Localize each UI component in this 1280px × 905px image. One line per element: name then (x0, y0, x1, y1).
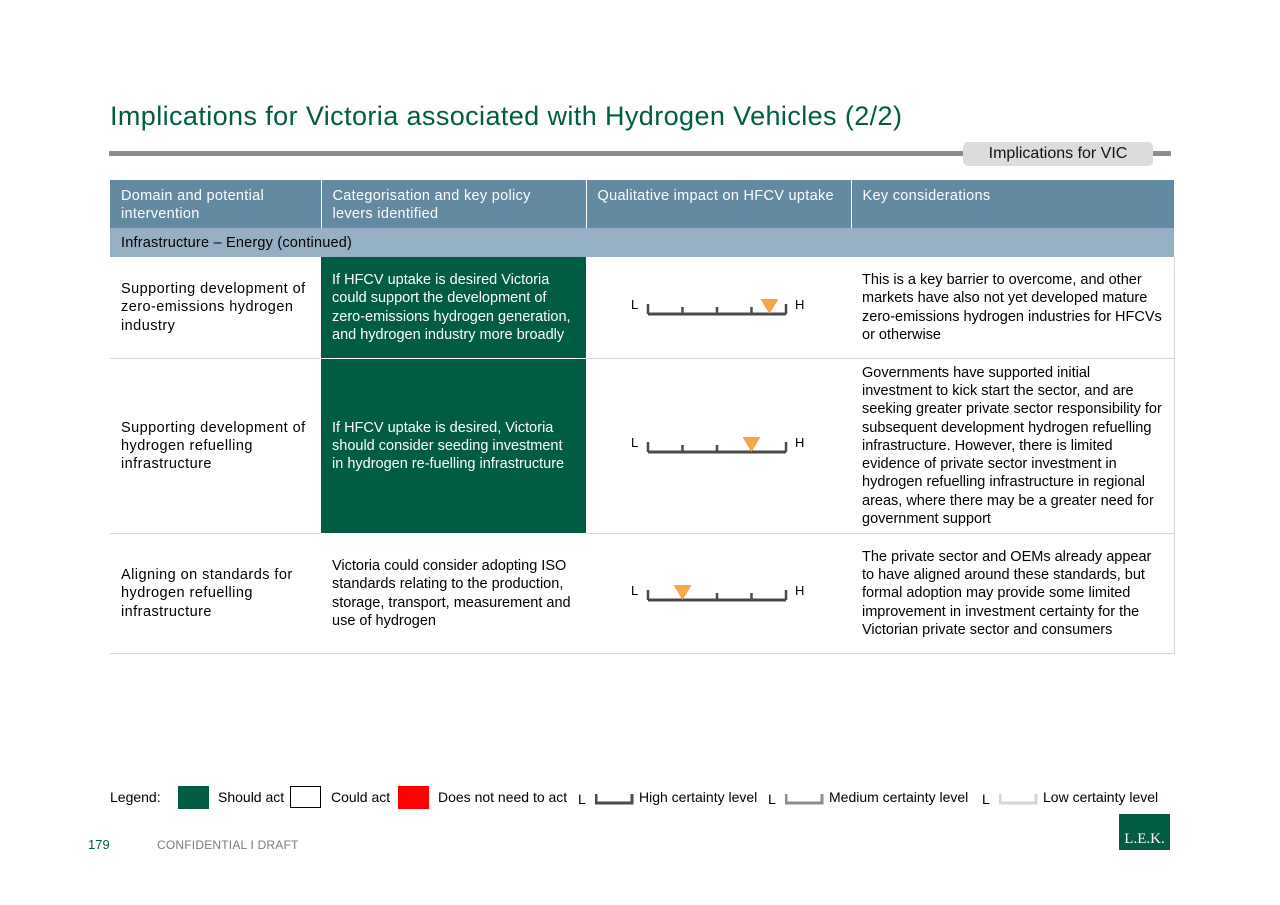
legend-low-l: L (982, 791, 990, 807)
scale-high-label: H (794, 435, 804, 451)
considerations-cell: This is a key barrier to overcome, and other markets have also not yet developed mature zero-emissions hydrogen industries for HFCVs or otherwise (851, 257, 1174, 359)
implications-table (110, 180, 1175, 654)
legend-medium: Medium certainty level (829, 789, 969, 805)
table-row (110, 534, 1174, 654)
should-act-swatch (178, 786, 209, 809)
table-row (110, 257, 1174, 359)
considerations-cell: The private sector and OEMs already appear to have aligned around these standards, but formal adoption may provide some limited improvement in investment certainty for the Victorian private sector and consumers (851, 534, 1174, 654)
high-certainty-icon (595, 793, 635, 805)
policy-cell: Victoria could consider adopting ISO standards relating to the production, storage, transport, measurement and use of hydrogen (321, 534, 586, 654)
could-act-swatch (290, 786, 321, 808)
legend (110, 785, 1190, 811)
confidential-label: CONFIDENTIAL I DRAFT (157, 838, 299, 852)
policy-cell: If HFCV uptake is desired, Victoria should consider seeding investment in hydrogen re-fuelling infrastructure (321, 359, 586, 534)
impact-marker (760, 299, 778, 314)
considerations-cell: Governments have supported initial investment to kick start the sector, and are seeking greater private sector responsibility for subsequent development hydrogen refuelling infrastructure. However, there is limited evidence of private sector investment in hydrogen refuelling infrastructure in regional areas, where there may be a greater need for government support (851, 359, 1174, 534)
scale-low-label: L (630, 582, 638, 598)
legend-does-not-need: Does not need to act (438, 789, 568, 805)
legend-medium-l: L (768, 791, 776, 807)
scale-high-label: H (794, 582, 804, 598)
section-tag: Implications for VIC (963, 142, 1153, 166)
scale-bar (648, 590, 786, 600)
legend-should-act: Should act (218, 789, 285, 805)
page-title: Implications for Victoria associated with Hydrogen Vehicles (2/2) (110, 101, 903, 131)
legend-title: Legend: (110, 789, 161, 805)
legend-high: High certainty level (639, 789, 758, 805)
header-categorisation: Categorisation and key policy levers identified (321, 180, 586, 228)
impact-cell (586, 359, 851, 534)
header-considerations: Key considerations (851, 180, 1174, 228)
section-row (110, 228, 1174, 257)
scale-low-label: L (630, 296, 638, 312)
legend-low: Low certainty level (1043, 789, 1159, 805)
legend-could-act: Could act (331, 789, 391, 805)
impact-scale (624, 576, 814, 606)
impact-scale (624, 290, 814, 320)
page-number: 179 (88, 837, 110, 852)
scale-bar (648, 442, 786, 452)
medium-certainty-icon (785, 793, 825, 805)
section-label: Infrastructure – Energy (continued) (110, 228, 1174, 257)
domain-cell: Aligning on standards for hydrogen refuelling infrastructure (110, 534, 321, 654)
domain-cell: Supporting development of zero-emissions hydrogen industry (110, 257, 321, 359)
lek-logo: L.E.K. (1119, 814, 1170, 850)
does-not-need-swatch (398, 786, 429, 809)
impact-scale (624, 428, 814, 458)
table-header-row (110, 180, 1174, 228)
policy-cell: If HFCV uptake is desired Victoria could support the development of zero-emissions hydrogen generation, and hydrogen industry more broadly (321, 257, 586, 359)
low-certainty-icon (999, 793, 1039, 805)
scale-high-label: H (794, 296, 804, 312)
impact-marker (742, 437, 760, 452)
impact-cell (586, 257, 851, 359)
table-row (110, 359, 1174, 534)
impact-cell (586, 534, 851, 654)
header-impact: Qualitative impact on HFCV uptake (586, 180, 851, 228)
impact-marker (673, 585, 691, 600)
domain-cell: Supporting development of hydrogen refuelling infrastructure (110, 359, 321, 534)
scale-low-label: L (630, 435, 638, 451)
legend-high-l: L (578, 791, 586, 807)
header-domain: Domain and potential intervention (110, 180, 321, 228)
